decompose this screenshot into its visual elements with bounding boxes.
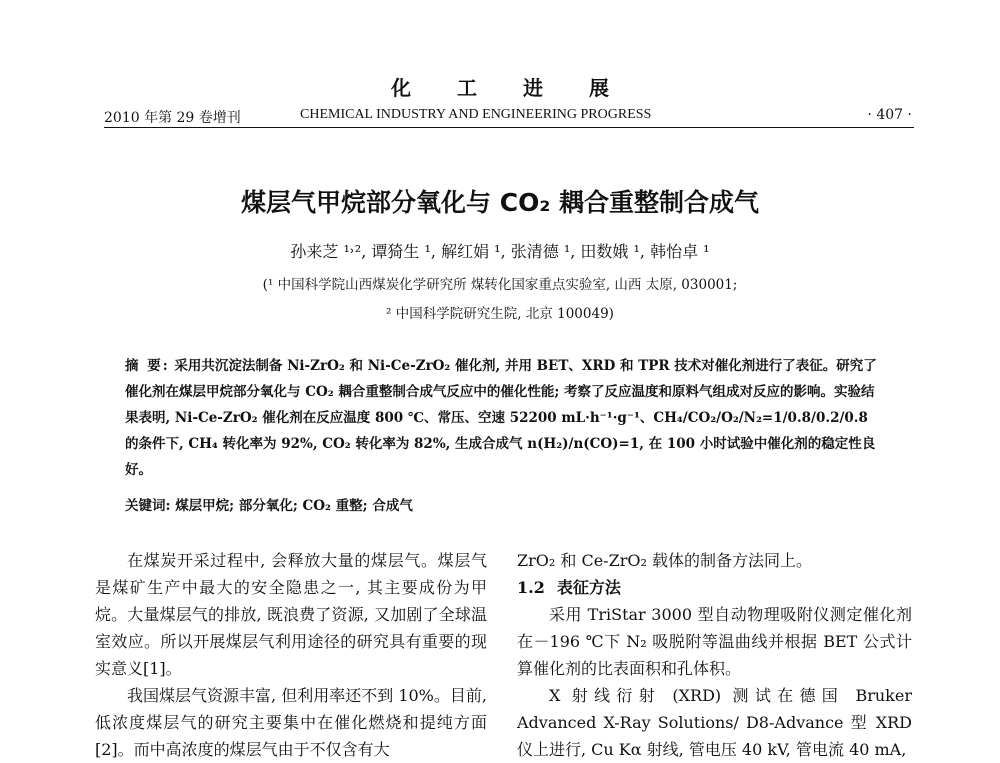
abstract: [125, 353, 885, 483]
article-title: 煤层气甲烷部分氧化与 CO₂ 耦合重整制合成气: [241, 188, 759, 217]
header-rule: [104, 127, 914, 128]
body-paragraph-xrd: X 射线衍射 (XRD) 测试在德国 Bruker Advanced X-Ray Solutions/ D8-Advance 型 XRD 仪上进行, Cu Kα 射线, 管电压 40 kV, 管电流 40 mA,: [517, 686, 912, 759]
keywords-text: 煤层甲烷; 部分氧化; CO₂ 重整; 合成气: [175, 498, 413, 514]
keywords-label: 关键词:: [125, 498, 171, 514]
abstract-label: 摘 要:: [125, 358, 170, 374]
body-paragraph-intro-1: 在煤炭开采过程中, 会释放大量的煤层气。煤层气是煤矿生产中最大的安全隐患之一, 其主要成份为甲烷。大量煤层气的排放, 既浪费了资源, 又加剧了全球温室效应。所以开展煤层气利用途径的研究具有重要的现实意义[1]。: [95, 551, 487, 678]
affiliation-2: ² 中国科学院研究生院, 北京 100049): [386, 306, 614, 322]
journal-name-en: CHEMICAL INDUSTRY AND ENGINEERING PROGRESS: [300, 107, 652, 122]
keywords: [125, 494, 413, 514]
affiliation-1: (¹ 中国科学院山西煤炭化学研究所 煤转化国家重点实验室, 山西 太原, 030001;: [262, 277, 738, 293]
issue-info: 2010 年第 29 卷增刊: [104, 110, 241, 126]
body-paragraph-intro-2: 我国煤层气资源丰富, 但利用率还不到 10%。目前, 低浓度煤层气的研究主要集中在催化燃烧和提纯方面[2]。而中高浓度的煤层气由于不仅含有大: [95, 686, 487, 759]
body-line-support-prep: ZrO₂ 和 Ce-ZrO₂ 载体的制备方法同上。: [517, 551, 812, 570]
body-paragraph-bet: 采用 TriStar 3000 型自动物理吸附仪测定催化剂在－196 ℃下 N₂ 吸脱附等温曲线并根据 BET 公式计算催化剂的比表面积和孔体积。: [517, 605, 912, 678]
body-column-left: [95, 547, 487, 763]
section-heading-1-2: [517, 574, 912, 601]
journal-name-cn: 化工进展: [391, 76, 655, 100]
author-list: 孙来芝 ¹˒², 谭猗生 ¹, 解红娟 ¹, 张清德 ¹, 田数娥 ¹, 韩怡卓 ¹: [290, 242, 710, 261]
section-number: 1.2: [517, 578, 545, 597]
page-number: · 407 ·: [867, 107, 912, 123]
body-column-right: [517, 547, 912, 763]
section-title: 表征方法: [556, 578, 621, 597]
abstract-text: 采用共沉淀法制备 Ni-ZrO₂ 和 Ni-Ce-ZrO₂ 催化剂, 并用 BET、XRD 和 TPR 技术对催化剂进行了表征。研究了催化剂在煤层甲烷部分氧化与 CO₂ 耦合重整制合成气反应中的催化性能; 考察了反应温度和原料气组成对反应的影响。实验结果表明, Ni-Ce-ZrO₂ 催化剂在反应温度 800 ℃、常压、空速 52200 mL·h⁻¹·g⁻¹、CH₄/CO₂/O₂/N₂=1/0.8/0.2/0.8 的条件下, CH₄ 转化率为 92%, CO₂ 转化率为 82%, 生成合成气 n(H₂)/n(CO)=1, 在 100 小时试验中催化剂的稳定性良好。: [125, 358, 877, 478]
